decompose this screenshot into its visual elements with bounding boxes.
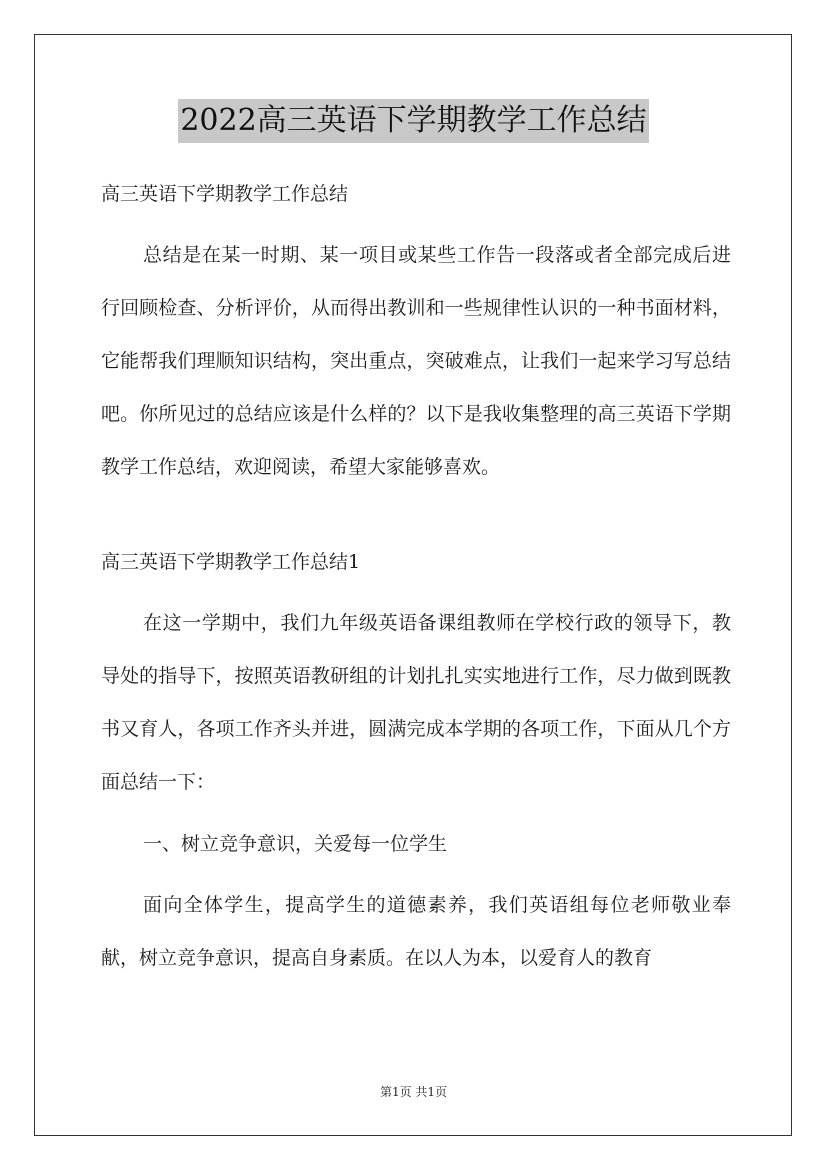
section-paragraph-2: 面向全体学生，提高学生的道德素养，我们英语组每位老师敬业奉献，树立竞争意识，提高自身素质。在以人为本，以爱育人的教育 [101, 894, 731, 969]
subsection-heading: 一、树立竞争意识，关爱每一位学生 [143, 833, 448, 855]
document-body [101, 174, 731, 1000]
section-paragraph: 在这一学期中，我们九年级英语备课组教师在学校行政的领导下，教导处的指导下，按照英语教研组的计划扎扎实实地进行工作，尽力做到既教书又育人，各项工作齐头并进，圆满完成本学期的各项工作，下面从几个方面总结一下： [101, 612, 731, 793]
intro-paragraph: 总结是在某一时期、某一项目或某些工作告一段落或者全部完成后进行回顾检查、分析评价，从而得出教训和一些规律性认识的一种书面材料，它能帮我们理顺知识结构，突出重点，突破难点，让我们一起来学习写总结吧。你所见过的总结应该是什么样的？以下是我收集整理的高三英语下学期教学工作总结，欢迎阅读，希望大家能够喜欢。 [101, 244, 731, 478]
title-container [0, 99, 827, 143]
page-footer: 第1页 共1页 [379, 1085, 448, 1099]
document-title: 2022高三英语下学期教学工作总结 [178, 99, 648, 143]
section-heading: 高三英语下学期教学工作总结1 [101, 551, 361, 573]
document-subtitle: 高三英语下学期教学工作总结 [101, 183, 349, 205]
